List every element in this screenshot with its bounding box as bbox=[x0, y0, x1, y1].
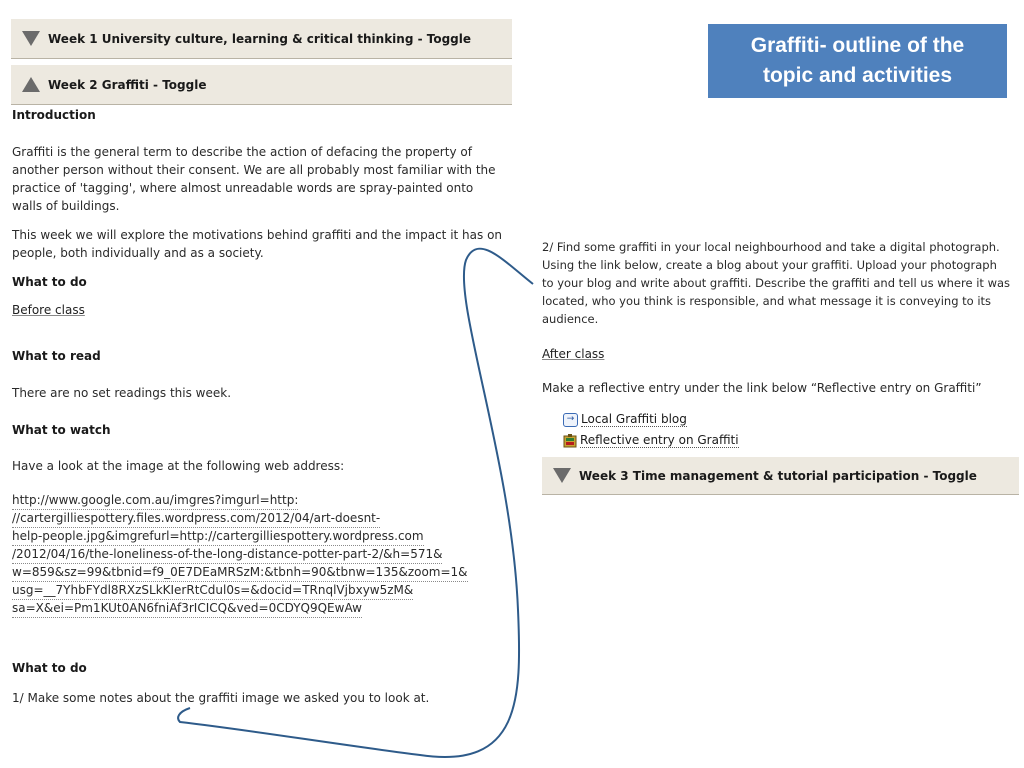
intro-paragraph-2: This week we will explore the motivations behind graffiti and the impact it has on people, both individually and as a society. bbox=[12, 228, 503, 260]
topic-callout bbox=[708, 24, 1007, 98]
week2-toggle-label: Week 2 Graffiti - Toggle bbox=[48, 77, 207, 92]
local-graffiti-blog-link[interactable] bbox=[563, 412, 687, 427]
reflective-entry-link[interactable] bbox=[563, 433, 739, 448]
before-class-link[interactable]: Before class bbox=[12, 303, 85, 317]
arrow-link-icon: → bbox=[563, 413, 578, 427]
local-graffiti-blog-label: Local Graffiti blog bbox=[581, 412, 687, 426]
week3-toggle[interactable] bbox=[542, 457, 1019, 495]
week1-toggle[interactable] bbox=[11, 19, 512, 59]
week3-toggle-label: Week 3 Time management & tutorial participation - Toggle bbox=[579, 468, 977, 483]
image-url-link[interactable] bbox=[12, 492, 482, 618]
week2-toggle[interactable] bbox=[11, 65, 512, 105]
what-to-do-heading-2: What to do bbox=[12, 661, 87, 675]
journal-icon bbox=[563, 434, 577, 448]
callout-title-line-2: topic and activities bbox=[762, 64, 953, 87]
reflective-entry-label: Reflective entry on Graffiti bbox=[580, 433, 739, 447]
url-line: //cartergilliespottery.files.wordpress.com/2012/04/art-doesnt- bbox=[12, 510, 380, 528]
callout-title-line-1: Graffiti- outline of the bbox=[750, 34, 965, 57]
what-to-watch-heading: What to watch bbox=[12, 423, 111, 437]
step-2-text: 2/ Find some graffiti in your local neighbourhood and take a digital photograph. Using the link below, create a blog about your graffiti. Upload your photograph to your blog and write about graffiti. Describe the graffiti and tell us where it was located, who you think is responsible, and what message it is conveying to its audience. bbox=[542, 240, 1011, 326]
read-text: There are no set readings this week. bbox=[12, 386, 232, 400]
triangle-up-icon bbox=[22, 77, 40, 92]
url-line: usg=__7YhbFYdl8RXzSLkKIerRtCdul0s=&docid=TRnqlVjbxyw5zM& bbox=[12, 582, 413, 600]
url-line: http://www.google.com.au/imgres?imgurl=http: bbox=[12, 492, 298, 510]
intro-heading: Introduction bbox=[12, 108, 96, 122]
watch-text: Have a look at the image at the following web address: bbox=[12, 459, 345, 473]
triangle-down-icon bbox=[553, 468, 571, 483]
week1-toggle-label: Week 1 University culture, learning & critical thinking - Toggle bbox=[48, 31, 472, 46]
triangle-down-icon bbox=[22, 31, 40, 46]
step-1-text: 1/ Make some notes about the graffiti image we asked you to look at. bbox=[12, 691, 430, 705]
intro-paragraph-1: Graffiti is the general term to describe the action of defacing the property of another person without their consent. We are all probably most familiar with the practice of 'tagging', where almost unreadable words are spray-painted onto walls of buildings. bbox=[12, 145, 496, 213]
what-to-do-heading: What to do bbox=[12, 275, 87, 289]
reflect-text: Make a reflective entry under the link below “Reflective entry on Graffiti” bbox=[542, 381, 982, 395]
url-line: /2012/04/16/the-loneliness-of-the-long-distance-potter-part-2/&h=571& bbox=[12, 546, 442, 564]
url-line: help-people.jpg&imgrefurl=http://cartergilliespottery.wordpress.com bbox=[12, 528, 424, 546]
url-line: sa=X&ei=Pm1KUt0AN6fniAf3rICICQ&ved=0CDYQ9QEwAw bbox=[12, 600, 362, 618]
url-line: w=859&sz=99&tbnid=f9_0E7DEaMRSzM:&tbnh=90&tbnw=135&zoom=1& bbox=[12, 564, 468, 582]
what-to-read-heading: What to read bbox=[12, 349, 101, 363]
after-class-link[interactable]: After class bbox=[542, 347, 605, 361]
